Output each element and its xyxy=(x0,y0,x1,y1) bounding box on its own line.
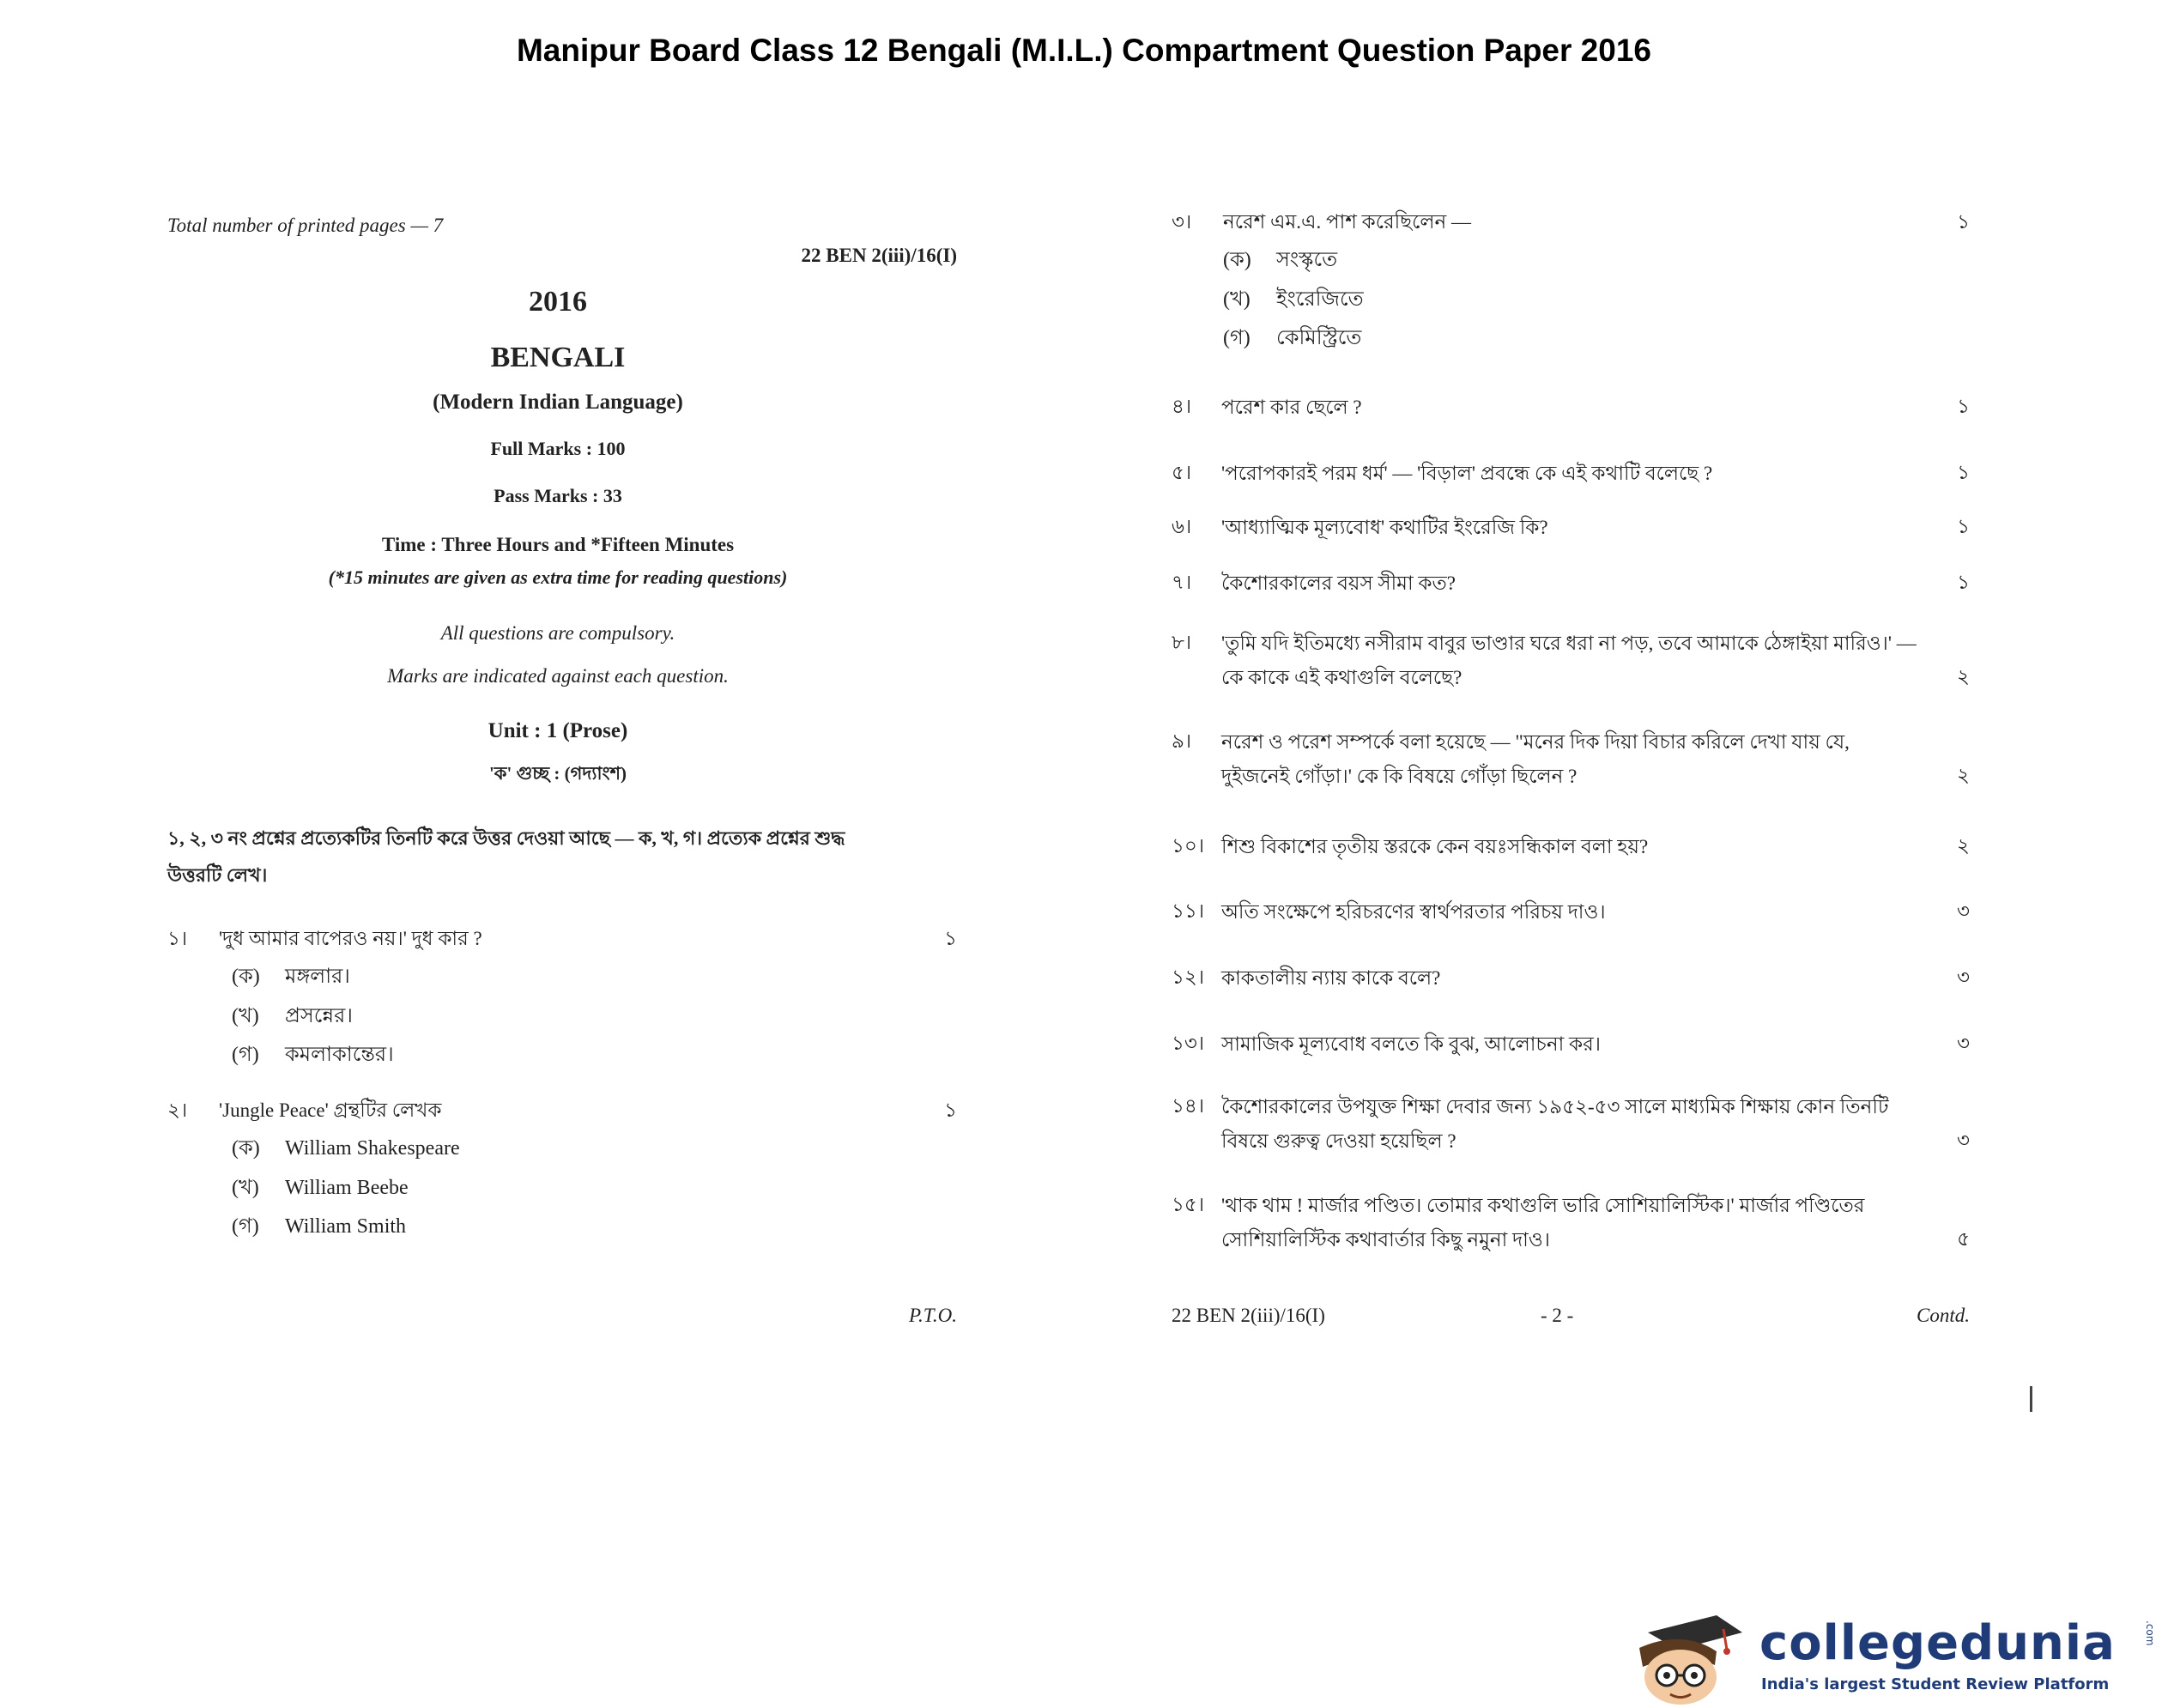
question-number: ২। xyxy=(167,1099,188,1121)
time-note: (*15 minutes are given as extra time for reading questions) xyxy=(328,566,788,588)
option-ga: (গ) কমলাকান্তের। xyxy=(232,1044,394,1066)
question-number: ৩। xyxy=(1172,211,1192,233)
question-6: ৬। 'আধ্যাত্মিক মূল্যবোধ' কথাটির ইংরেজি কি? ১ xyxy=(1172,516,1970,538)
question-1 xyxy=(167,923,957,1066)
question-15: ১৫। 'থাক থাম ! মার্জার পণ্ডিত। তোমার কথাগুলি ভারি সোশিয়ালিস্টিক।' মার্জার পণ্ডিতের সোশিয়ালিস্টিক কথাবার্তার কিছু নমুনা দাও। ৫ xyxy=(1172,1194,1970,1251)
question-11: ১১। অতি সংক্ষেপে হরিচরণের স্বার্থপরতার পরিচয় দাও। ৩ xyxy=(1172,900,1970,923)
compulsory-note: All questions are compulsory. xyxy=(440,622,675,644)
instruction-line-2: উত্তরটি লেখ। xyxy=(167,864,268,886)
question-marks: ১ xyxy=(1957,211,1970,233)
question-8: ৮। 'তুমি যদি ইতিমধ্যে নসীরাম বাবুর ভাণ্ডার ঘরে ধরা না পড়, তবে আমাকে ঠেঙ্গাইয়া মারিও।' — কে কাকে এই কথাগুলি বলেছে? ২ xyxy=(1172,632,1970,688)
question-5: ৫। 'পরোপকারই পরম ধর্ম' — 'বিড়াল' প্রবন্ধে কে এই কথাটি বলেছে ? ১ xyxy=(1172,462,1970,484)
option-kha: (খ) William Beebe xyxy=(232,1177,409,1199)
question-3 xyxy=(1172,206,1970,349)
logo-wordmark: collegedunia xyxy=(1759,1615,2116,1671)
question-text: নরেশ এম.এ. পাশ করেছিলেন — xyxy=(1223,211,1471,233)
question-13: ১৩। সামাজিক মূল্যবোধ বলতে কি বুঝ, আলোচনা কর। ৩ xyxy=(1172,1033,1970,1055)
exam-time: Time : Three Hours and *Fifteen Minutes xyxy=(381,534,735,555)
exam-year: 2016 xyxy=(529,286,587,318)
option-ka: (ক) সংস্কৃতে xyxy=(1223,249,1338,271)
question-14: ১৪। কৈশোরকালের উপযুক্ত শিক্ষা দেবার জন্য ১৯৫২-৫৩ সালে মাধ্যমিক শিক্ষায় কোন তিনটি বিষয়ে গুরুত্ব দেওয়া হয়েছিল ? ৩ xyxy=(1172,1095,1970,1152)
page-left xyxy=(159,197,957,1382)
option-kha: (খ) ইংরেজিতে xyxy=(1223,288,1364,311)
option-ka: (ক) মঙ্গলার। xyxy=(232,966,350,988)
page-right xyxy=(1172,197,1970,1382)
option-ga: (গ) কেমিস্ট্রিতে xyxy=(1223,327,1362,349)
document-title: Manipur Board Class 12 Bengali (M.I.L.) Compartment Question Paper 2016 xyxy=(516,33,1651,68)
instruction-line-1: ১, ২, ৩ নং প্রশ্নের প্রত্যেকটির তিনটি করে উত্তর দেওয়া আছে — ক, খ, গ। প্রত্যেক প্রশ্নের শুদ্ধ xyxy=(167,827,845,849)
mascot-icon xyxy=(1614,1614,1759,1708)
page-footer-contd: Contd. xyxy=(1917,1305,1970,1326)
full-marks: Full Marks : 100 xyxy=(490,438,626,459)
collegedunia-logo[interactable] xyxy=(1614,1614,2163,1708)
question-marks: ১ xyxy=(944,1099,957,1121)
page-number: - 2 - xyxy=(1541,1305,1574,1326)
question-9: ৯। নরেশ ও পরেশ সম্পর্কে বলা হয়েছে — "মনের দিক দিয়া বিচার করিলে দেখা যায় যে, দুইজনেই গোঁড়া।' কে কি বিষয়ে গোঁড়া ছিলেন ? ২ xyxy=(1172,730,1970,787)
printed-pages: Total number of printed pages — 7 xyxy=(167,215,444,236)
page-footer-pto: P.T.O. xyxy=(908,1305,957,1326)
unit-heading: Unit : 1 (Prose) xyxy=(487,719,628,742)
paper-code: 22 BEN 2(iii)/16(I) xyxy=(801,245,957,266)
option-kha: (খ) প্রসন্নের। xyxy=(232,1005,353,1027)
scan-mark xyxy=(2030,1386,2032,1412)
subject-title: BENGALI xyxy=(490,342,626,373)
question-12: ১২। কাকতালীয় ন্যায় কাকে বলে? ৩ xyxy=(1172,966,1970,989)
question-text: 'দুধ আমার বাপেরও নয়।' দুধ কার ? xyxy=(219,928,482,949)
pass-marks: Pass Marks : 33 xyxy=(494,485,622,506)
logo-tagline: India's largest Student Review Platform xyxy=(1761,1675,2110,1693)
question-number: ১। xyxy=(167,928,188,949)
question-text: 'Jungle Peace' গ্রন্থটির লেখক xyxy=(219,1099,442,1121)
marks-note: Marks are indicated against each question. xyxy=(387,665,729,687)
question-2 xyxy=(167,1094,957,1238)
question-7: ৭। কৈশোরকালের বয়স সীমা কত? ১ xyxy=(1172,572,1970,594)
option-ka: (ক) William Shakespeare xyxy=(232,1137,460,1160)
logo-suffix: .com xyxy=(2144,1620,2156,1646)
question-4: ৪। পরেশ কার ছেলে ? ১ xyxy=(1172,396,1970,418)
question-marks: ১ xyxy=(944,928,957,949)
option-ga: (গ) William Smith xyxy=(232,1215,407,1238)
section-heading: 'ক' গুচ্ছ : (গদ্যাংশ) xyxy=(488,763,627,784)
question-10: ১০। শিশু বিকাশের তৃতীয় স্তরকে কেন বয়ঃসন্ধিকাল বলা হয়? ২ xyxy=(1172,835,1970,857)
page-footer-code: 22 BEN 2(iii)/16(I) xyxy=(1172,1305,1325,1326)
subject-subtitle: (Modern Indian Language) xyxy=(433,391,683,414)
